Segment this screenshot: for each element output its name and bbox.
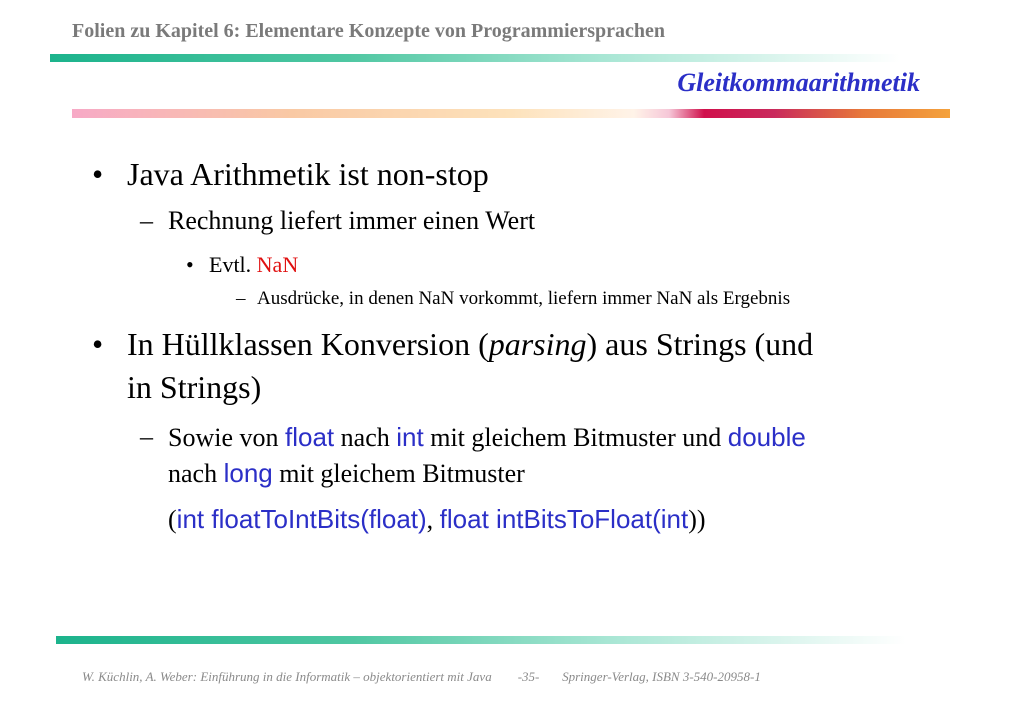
int-bits-to-float-method: float intBitsToFloat(int [439, 504, 689, 534]
header-title: Folien zu Kapitel 6: Elementare Konzepte von Programmiersprachen [72, 20, 666, 42]
bitmuster-text: mit gleichem Bitmuster [279, 459, 525, 488]
double-keyword: double [727, 422, 806, 452]
bullet-1-text: Java Arithmetik ist non-stop [127, 156, 489, 192]
nach-text: nach [168, 459, 218, 488]
bullet-2-text-a: In Hüllklassen Konversion ( [127, 326, 489, 362]
comma: , [426, 505, 434, 534]
bullet-2-sub-line-1 [168, 422, 806, 453]
float-keyword: float [285, 422, 335, 452]
nach-text: nach [340, 423, 390, 452]
dash-marker: – [140, 206, 153, 235]
footer-publisher: Springer-Verlag, ISBN 3-540-20958-1 [562, 669, 761, 684]
int-keyword: int [396, 422, 424, 452]
dash-marker: – [140, 422, 153, 451]
header-divider [50, 54, 900, 62]
dash-marker: – [236, 288, 246, 309]
evtl-text: Evtl. [209, 252, 252, 277]
bullet-marker: • [186, 252, 194, 277]
long-keyword: long [223, 458, 273, 488]
parsing-text: parsing [488, 326, 587, 362]
title-divider [72, 109, 950, 118]
bullet-2-text-b: ) aus Strings (und [586, 326, 814, 362]
nan-text: NaN [256, 252, 299, 277]
bullet-1-subsub [209, 252, 298, 278]
footer-page-number: -35- [517, 669, 540, 684]
bullet-2-line-1 [127, 326, 813, 363]
bullet-2-line-2: in Strings) [127, 369, 262, 405]
float-to-int-bits-method: int floatToIntBits(float) [176, 504, 427, 534]
bullet-2-sub-line-2 [168, 458, 525, 489]
bullet-1-sub: Rechnung liefert immer einen Wert [168, 206, 536, 235]
bitmuster-und-text: mit gleichem Bitmuster und [430, 423, 722, 452]
footer-divider [56, 636, 906, 644]
footer [82, 669, 761, 685]
paren-open: ( [168, 505, 177, 534]
bullet-marker: • [92, 326, 104, 362]
footer-authors: W. Küchlin, A. Weber: Einführung in die Informatik – objektorientiert mit Java [82, 669, 492, 684]
bullet-1-subsubsub: Ausdrücke, in denen NaN vorkommt, liefern immer NaN als Ergebnis [257, 288, 791, 309]
bullet-marker: • [92, 156, 104, 192]
bullet-2-sub-line-3 [168, 504, 706, 535]
slide-title: Gleitkommaarithmetik [677, 68, 920, 97]
paren-close: )) [688, 505, 706, 534]
sowie-text: Sowie von [168, 423, 279, 452]
